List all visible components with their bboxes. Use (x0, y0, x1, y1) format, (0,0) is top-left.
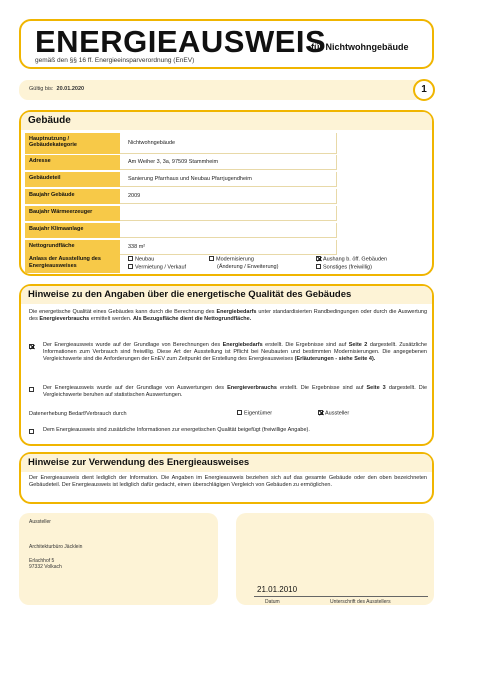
issue-date: 21.01.2010 (257, 585, 298, 594)
title-box (19, 19, 434, 69)
building-row-part (25, 172, 430, 187)
row-value: 338 m² (120, 240, 336, 255)
row-label: Nettogrundfläche (25, 240, 120, 255)
row-label: Baujahr Klimaanlage (25, 223, 120, 238)
page-number-badge: 1 (413, 79, 435, 101)
validity-bar (19, 80, 423, 100)
row-label: Adresse (25, 155, 120, 170)
building-row-address (25, 155, 430, 170)
option-aussteller[interactable]: Aussteller (318, 410, 349, 417)
checkbox[interactable] (128, 264, 133, 269)
issuer-street: Erlachhof 5 (29, 558, 55, 564)
notes-additional-info: Dem Energieausweis sind zusätzliche Informationen zur energetischen Qualität beigefügt (freiwillige Angabe). (43, 427, 310, 433)
row-label: Baujahr Wärmeerzeuger (25, 206, 120, 221)
row-value (120, 223, 336, 238)
issue-reason-label: Anlass der Ausstellung des Energieausweises (25, 254, 120, 273)
notes-verbrauch: Der Energieausweis wurde auf der Grundlage von Auswertungen des Energieverbrauchs erstellt. Die Ergebnisse sind auf Seite 3 dargestellt. Die Vergleichswerte beruhen auf statistischen Auswertungen. (43, 385, 428, 398)
option-sonstiges[interactable]: Sonstiges (freiwillig) (316, 264, 372, 271)
checkbox[interactable] (128, 256, 133, 261)
row-value (120, 206, 336, 221)
notes-intro: Die energetische Qualität eines Gebäudes kann durch die Berechnung des Energiebedarfs unter standardisierten Randbedingungen oder durch die Auswertung des Energieverbrauchs ermittelt werden. Als Bezugsfläche dient die Nettogrundfläche. (29, 309, 428, 322)
checkbox-bedarf-checked[interactable] (29, 344, 34, 349)
issuer-name: Architekturbüro Jäcklein (29, 544, 83, 550)
checkbox[interactable] (209, 256, 214, 261)
validity-date: 20.01.2020 (56, 86, 85, 92)
data-collection-label: Datenerhebung Bedarf/Verbrauch durch (29, 411, 127, 417)
option-eigentuemer[interactable]: Eigentümer (237, 410, 272, 417)
issue-reason-row (25, 254, 430, 273)
building-row-heater-year (25, 206, 430, 221)
option-modernisierung-sub: (Änderung / Erweiterung) (217, 264, 279, 270)
building-row-area (25, 240, 430, 255)
row-value: Sanierung Pfarrhaus und Neubau Pfarrjugendheim (120, 172, 336, 187)
building-section (19, 110, 434, 276)
row-value: 2009 (120, 189, 336, 204)
usage-section (19, 452, 434, 504)
issuer-city: 97332 Volkach (29, 564, 62, 570)
signature-line (254, 596, 428, 597)
notes-bedarf: Der Energieausweis wurde auf der Grundlage von Berechnungen des Energiebedarfs erstellt. Die Ergebnisse sind auf Seite 2 dargestellt. Zusätzliche Informationen zum Verbrauch sind freiwillig. Diese Art der Ausstellung ist Pflicht bei Neubauten und bestimmten Modernisierungen. Die angegebenen Vergleichswerte sind die Anforderungen der EnEV zum Zeitpunkt der Erstellung des Energieausweises (Erläuterungen - siehe Seite 4). (43, 342, 428, 362)
date-caption: Datum (265, 599, 280, 605)
signature-box (236, 513, 434, 605)
notes-section (19, 284, 434, 446)
document-title-suffix: für Nichtwohngebäude (311, 42, 409, 52)
issuer-box (19, 513, 218, 605)
row-value: Am Weiher 3, 3a, 97509 Stammheim (120, 155, 336, 170)
checkbox[interactable] (237, 410, 242, 415)
building-row-ac-year (25, 223, 430, 238)
building-row-year (25, 189, 430, 204)
checkbox-verbrauch[interactable] (29, 387, 34, 392)
signature-caption: Unterschrift des Ausstellers (330, 599, 391, 605)
option-aushang[interactable]: Aushang b. öff. Gebäuden (316, 256, 387, 263)
usage-text: Der Energieausweis dient lediglich der Information. Die Angaben im Energieausweis beziehen sich auf das gesamte Gebäude oder den oben bezeichneten Gebäudeteil. Der Energieausweis ist lediglich dafür gedacht, einen überschlägigen Vergleich von Gebäuden zu ermöglichen. (29, 475, 427, 488)
building-row-category (25, 133, 430, 154)
checkbox-checked[interactable] (318, 410, 323, 415)
row-label: Baujahr Gebäude (25, 189, 120, 204)
row-label: Hauptnutzung / Gebäudekategorie (25, 133, 120, 154)
usage-section-title: Hinweise zur Verwendung des Energieausweises (21, 454, 432, 472)
row-label: Gebäudeteil (25, 172, 120, 187)
checkbox-zusatz[interactable] (29, 429, 34, 434)
checkbox-checked[interactable] (316, 256, 321, 261)
row-value: Nichtwohngebäude (120, 133, 336, 154)
issuer-label: Aussteller (29, 519, 51, 525)
option-vermietung[interactable]: Vermietung / Verkauf (128, 264, 186, 271)
document-subtitle: gemäß den §§ 16 ff. Energieeinsparverordnung (EnEV) (35, 57, 195, 64)
checkbox[interactable] (316, 264, 321, 269)
building-section-title: Gebäude (21, 112, 432, 130)
validity-label: Gültig bis: (29, 86, 54, 92)
issue-reason-options (120, 254, 430, 273)
option-modernisierung[interactable]: Modernisierung (209, 256, 254, 263)
notes-section-title: Hinweise zu den Angaben über die energetische Qualität des Gebäudes (21, 286, 432, 304)
document-title: ENERGIEAUSWEIS (35, 24, 327, 59)
option-neubau[interactable]: Neubau (128, 256, 154, 263)
